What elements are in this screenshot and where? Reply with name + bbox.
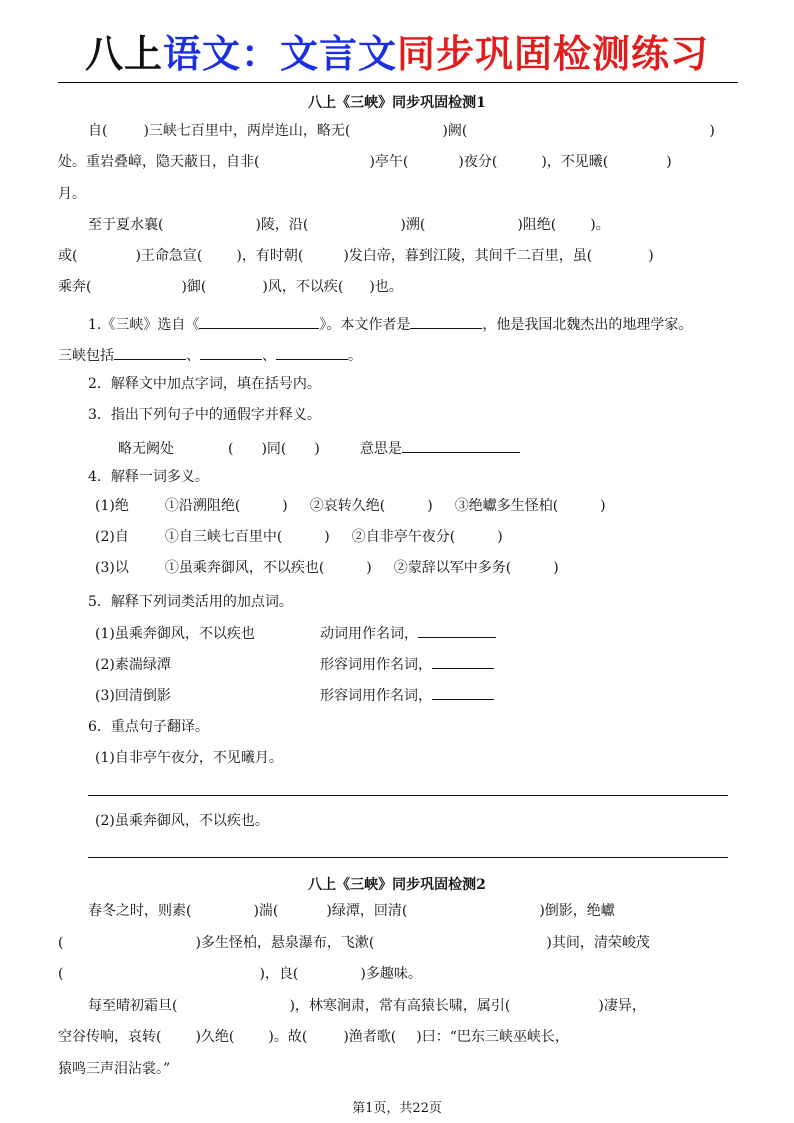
q3-row: 略无阙处 ( )同( ) 意思是 [118, 436, 520, 459]
banner-topic: 同步巩固检测练习 [397, 32, 710, 76]
q6-answer-line-1[interactable] [88, 795, 728, 796]
q1-book-blank[interactable] [199, 312, 319, 329]
s2-passage-line-5: 空谷传响，哀转( )久绝( )。故( )渔者歌( )曰：“巴东三峡巫峡长， [58, 1029, 569, 1045]
s1-passage-line-3: 月。 [58, 186, 86, 202]
section1-title: 八上《三峡》同步巩固检测1 [308, 95, 486, 111]
q5-row-1: (1)虽乘奔御风，不以疾也 动词用作名词， [95, 621, 496, 644]
s2-passage-line-3: ( )，良( )多趣味。 [58, 966, 422, 982]
q4-text: 4．解释一词多义。 [88, 469, 209, 485]
q4-row-3: (3)以 ①虽乘奔御风，不以疾也( ) ②蒙辞以军中多务( ) [95, 560, 559, 576]
section2-title: 八上《三峡》同步巩固检测2 [308, 877, 486, 893]
s2-passage-line-2: ( )多生怪柏，悬泉瀑布，飞漱( )其间，清荣峻茂 [58, 935, 650, 951]
s1-passage-line-4: 至于夏水襄( )陵，沿( )溯( )阻绝( )。 [88, 217, 610, 233]
q6-text: 6．重点句子翻译。 [88, 719, 209, 735]
page-footer: 第1页，共22页 [352, 1101, 442, 1116]
q5-row-2: (2)素湍绿潭 形容词用作名词， [95, 652, 494, 675]
s1-passage-line-6: 乘奔( )御( )风，不以疾( )也。 [58, 279, 403, 295]
q5-text: 5．解释下列词类活用的加点词。 [88, 594, 293, 610]
q1-gorge-blank-2[interactable] [200, 343, 262, 360]
page-banner [0, 28, 794, 80]
q3-meaning-blank[interactable] [402, 436, 520, 453]
q2-text: 2．解释文中加点字词，填在括号内。 [88, 376, 321, 392]
q1-line-1: 1.《三峡》选自《 》。本文作者是 ，他是我国北魏杰出的地理学家。 [88, 312, 692, 335]
s2-passage-line-1: 春冬之时，则素( )湍( )绿潭，回清( )倒影，绝巘 [88, 903, 615, 919]
s1-passage-line-5: 或( )王命急宣( )，有时朝( )发白帝，暮到江陵，其间千二百里，虽( ) [58, 248, 654, 264]
q5-blank-2[interactable] [432, 652, 494, 669]
q3-text: 3．指出下列句子中的通假字并释义。 [88, 407, 321, 423]
banner-grade: 八上 [84, 32, 163, 76]
q5-blank-3[interactable] [432, 683, 494, 700]
q5-blank-1[interactable] [418, 621, 496, 638]
q6-answer-line-2[interactable] [88, 857, 728, 858]
s1-passage-line-2: 处。重岩叠嶂，隐天蔽日，自非( )亭午( )夜分( )，不见曦( ) [58, 154, 672, 170]
q6-item-1: (1)自非亭午夜分，不见曦月。 [95, 750, 283, 766]
q1-gorge-blank-1[interactable] [114, 343, 186, 360]
s2-passage-line-6: 猿鸣三声泪沾裳。” [58, 1061, 171, 1077]
q1-line-2: 三峡包括 、 、 。 [58, 343, 362, 366]
q1-gorge-blank-3[interactable] [276, 343, 348, 360]
q5-row-3: (3)回清倒影 形容词用作名词， [95, 683, 494, 706]
q6-item-2: (2)虽乘奔御风，不以疾也。 [95, 813, 269, 829]
s2-passage-line-4: 每至晴初霜旦( )，林寒涧肃，常有高猿长啸，属引( )凄异， [88, 998, 646, 1014]
s1-passage-line-1: 自( )三峡七百里中，两岸连山，略无( )阙( ) [88, 123, 715, 139]
q4-row-1: (1)绝 ①沿溯阻绝( ) ②哀转久绝( ) ③绝巘多生怪柏( ) [95, 498, 606, 514]
header-rule [58, 82, 738, 83]
q4-row-2: (2)自 ①自三峡七百里中( ) ②自非亭午夜分( ) [95, 529, 503, 545]
banner-subject: 语文：文言文 [162, 32, 397, 76]
q1-author-blank[interactable] [410, 312, 482, 329]
